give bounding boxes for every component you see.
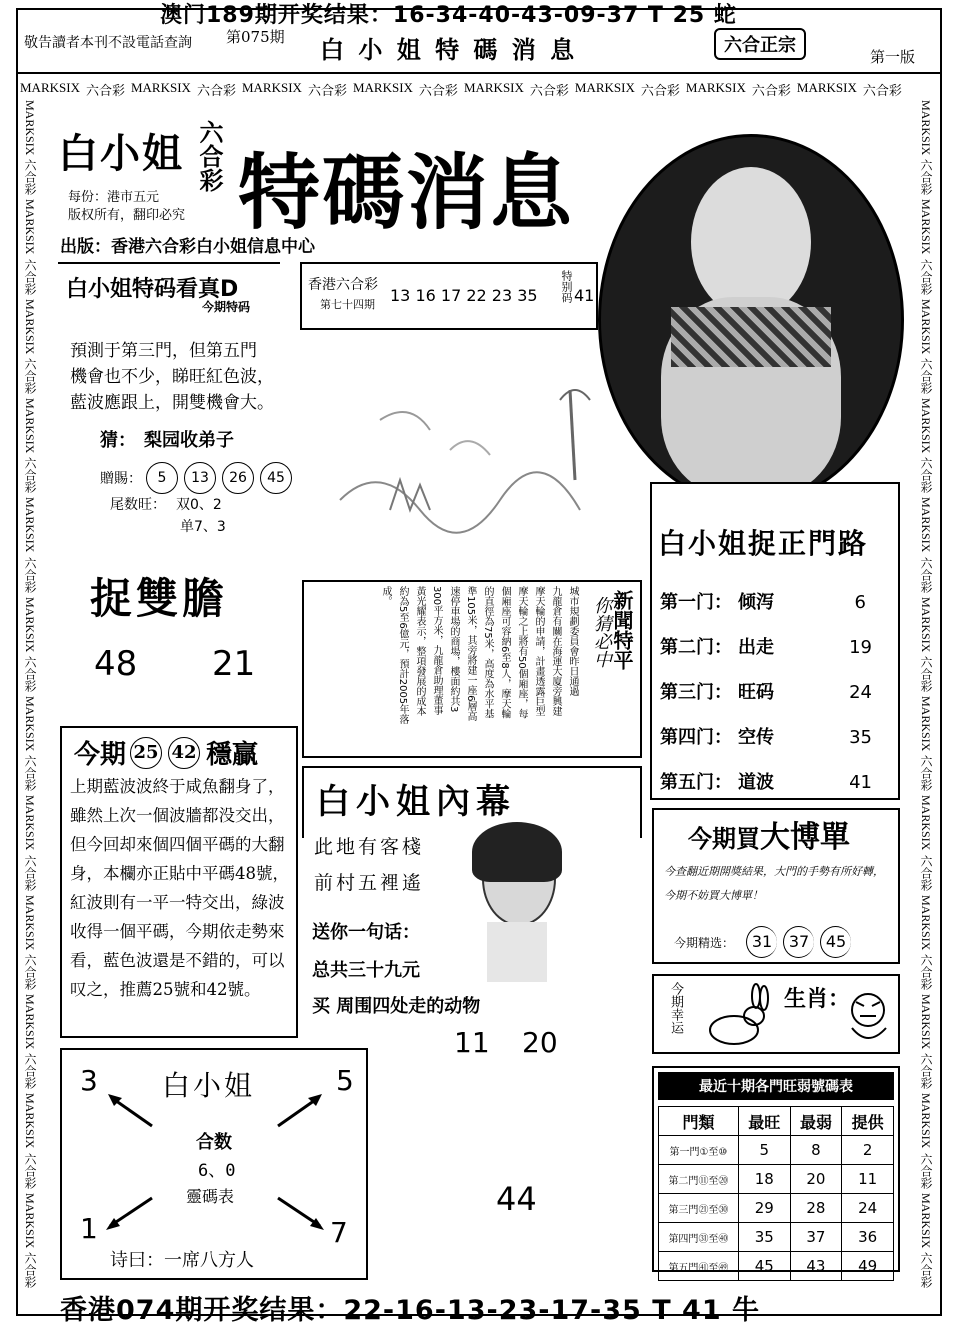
inside-number-2: 20	[522, 1026, 558, 1059]
double-number-2: 21	[212, 644, 256, 684]
news-columns: 城市規劃委員會昨日通過 九龍倉有關在海運大廈旁興建 摩天輪的申請，計畫透露巨型 摩天輪之上將有50個廂座，每 個廂座可容納6至8人，摩天輪 的直徑為75米，高度為水平基 準105米，其旁將建一座6層高 速停車場的商場，樓面約共3 300平方米，九龍倉助理董事 黃光耀表示，整項發展的成本 約為5至6億元，預計2005年落 成。	[380, 586, 578, 725]
notice: 敬告讀者本刊不設電話查詢	[24, 35, 192, 51]
tema-sub: 今期特码	[202, 300, 251, 314]
door-row: 第四门： 空传 35	[660, 727, 872, 748]
door-row: 第五门： 道波 41	[660, 772, 872, 793]
top-banner: 澳门189期开奖结果：16-34-40-43-09-37 T 25 蛇	[160, 3, 737, 28]
tema-predict: 預測于第三門，但第五門 機會也不少，睇旺紅色波， 藍波應跟上，開雙機會大。	[70, 341, 274, 413]
inside-portrait	[462, 812, 572, 982]
doors-list	[660, 580, 892, 805]
table-row: 第四門㉛至㊵ 35 37 36	[659, 1223, 894, 1252]
last-result-label: 香港六合彩	[308, 277, 378, 293]
inside-line-1: 总共三十九元	[312, 960, 420, 981]
rights: 版权所有，翻印必究	[68, 208, 186, 223]
news-headline: 新聞特平	[610, 590, 634, 670]
clock-corner-5: 5	[336, 1064, 354, 1097]
clock-corner-7: 7	[330, 1216, 348, 1249]
double-title: 捉雙膽	[90, 574, 229, 623]
masthead-side: 六合彩	[195, 120, 224, 192]
landscape-illustration	[320, 360, 600, 550]
clock-spirit: 靈碼表	[186, 1187, 235, 1206]
door-row: 第二门： 出走 19	[660, 637, 872, 658]
news-box	[302, 580, 642, 758]
last-result-period: 第七十四期	[320, 298, 375, 311]
tail-row-2: 单7、3	[180, 519, 226, 535]
doors-title: 白小姐捉正門路	[658, 527, 869, 560]
clock-sum: 6、0	[198, 1161, 236, 1181]
masthead-big-title: 特碼消息	[238, 145, 575, 241]
special-label: 特别码	[560, 270, 573, 303]
zodiac-label: 生肖：	[784, 987, 851, 1012]
table-row: 第三門㉑至㉚ 29 28 24	[659, 1194, 894, 1223]
gift-number: 13	[184, 462, 216, 494]
inside-number-3: 44	[496, 1180, 537, 1218]
guess-row: 猜： 梨园收弟子	[100, 430, 234, 451]
big-ticket-title: 今期買大博單	[688, 820, 850, 855]
header-title: 白 小 姐 特 碼 消 息	[320, 36, 578, 64]
stable-title: 今期 25 42 穩贏	[74, 734, 258, 771]
lucky-box	[652, 974, 900, 1054]
table-row: 第五門㊶至㊾ 45 43 49	[659, 1252, 894, 1281]
authentic-stamp: 六合正宗	[714, 28, 806, 60]
cover-photo	[598, 134, 904, 506]
inside-number-1: 11	[454, 1026, 490, 1059]
publisher: 出版：香港六合彩白小姐信息中心	[60, 237, 315, 257]
table-row: 第二門⑪至⑳ 18 20 11	[659, 1165, 894, 1194]
zone-table-title: 最近十期各門旺弱號碼表	[658, 1072, 894, 1100]
masthead-name: 白小姐	[58, 130, 184, 177]
big-ticket-box	[652, 808, 900, 964]
double-number-1: 48	[94, 644, 138, 684]
tema-title: 白小姐特码看真D	[66, 277, 239, 302]
big-ticket-picks: 今期精选： 31 37 45	[674, 926, 857, 958]
inside-poem-1: 此地有客棧	[314, 836, 425, 858]
zone-table-box	[652, 1066, 900, 1275]
lucky-label: 今期幸运	[668, 982, 683, 1034]
news-sub: 你猜必中	[591, 596, 612, 668]
price: 每份：港市五元	[68, 190, 160, 205]
marksix-border-right: MARKSIX 六合彩 MARKSIX 六合彩 MARKSIX 六合彩 MARKSIX 六合彩 MARKSIX 六合彩 MARKSIX 六合彩 MARKSIX 六合彩 MARKSIX 六合彩 MARKSIX 六合彩 MARKSIX 六合彩 MARKSIX 六合彩 MARKSIX 六合彩	[919, 100, 933, 1289]
marksix-border-top: MARKSIX 六合彩 MARKSIX 六合彩 MARKSIX 六合彩 MARKSIX 六合彩 MARKSIX 六合彩 MARKSIX 六合彩 MARKSIX 六合彩 MARKSIX 六合彩	[20, 80, 902, 98]
last-result-box	[300, 262, 598, 330]
clock-corner-1: 1	[80, 1212, 98, 1245]
stable-text: 上期藍波波終于咸魚翻身了，雖然上次一個波牆都没交出，但今回却來個四個平碼的大翻身，本欄亦正貼中平碼48號，紅波則有一平一特交出，綠波收得一個平碼，今期依走勢來看，藍色波還是不錯的，可以叹之，推薦25號和42號。	[70, 777, 289, 999]
clock-poem: 诗曰：一席八方人	[110, 1250, 254, 1271]
header-bar	[16, 24, 942, 74]
stable-box	[60, 726, 298, 1038]
inside-title: 白小姐內幕	[316, 782, 516, 822]
issue-number: 第075期	[226, 28, 285, 46]
clock-box	[60, 1048, 368, 1280]
doors-box	[650, 482, 900, 800]
page-number: 第一版	[870, 48, 916, 66]
inside-poem-2: 前村五裡遙	[314, 872, 425, 894]
marksix-border-left: MARKSIX 六合彩 MARKSIX 六合彩 MARKSIX 六合彩 MARKSIX 六合彩 MARKSIX 六合彩 MARKSIX 六合彩 MARKSIX 六合彩 MARKSIX 六合彩 MARKSIX 六合彩 MARKSIX 六合彩 MARKSIX 六合彩 MARKSIX 六合彩	[23, 100, 37, 1289]
gift-number: 5	[146, 462, 178, 494]
gift-number: 45	[260, 462, 292, 494]
inside-line-2: 买 周围四处走的动物	[312, 996, 481, 1017]
tiger-icon	[842, 988, 896, 1048]
last-result-numbers: 13 16 17 22 23 35	[390, 286, 538, 305]
door-row: 第三门： 旺码 24	[660, 682, 872, 703]
special-number: 41	[574, 286, 595, 305]
clock-corner-3: 3	[80, 1064, 98, 1097]
big-ticket-text: 今查翻近期開獎結果，大門的手勢有所好轉，今期不妨買大博單！	[664, 865, 884, 902]
door-row: 第一门： 倾泻 6	[660, 592, 866, 613]
clock-title: 白小姐	[162, 1069, 256, 1102]
rabbit-icon	[704, 982, 774, 1050]
clock-sum-label: 合数	[196, 1132, 232, 1153]
inside-gift: 送你一句话：	[312, 922, 420, 943]
gift-number: 26	[222, 462, 254, 494]
gift-row: 贈賜： 5 13 26 45	[100, 462, 298, 494]
tail-row: 尾数旺： 双0、2	[110, 497, 222, 513]
zone-table: 門類 最旺 最弱 提供 第一門①至⑩ 5 8 2 第二門⑪至⑳ 18 20 11 第三門㉑至㉚ 29 28 24 第四門㉛至㊵ 35 37 36 第五門㊶至㊾ 45 43 49	[658, 1106, 894, 1281]
table-row: 第一門①至⑩ 5 8 2	[659, 1136, 894, 1165]
footer-result: 香港074期开奖结果：22-16-13-23-17-35 T 41 牛	[60, 1295, 761, 1326]
